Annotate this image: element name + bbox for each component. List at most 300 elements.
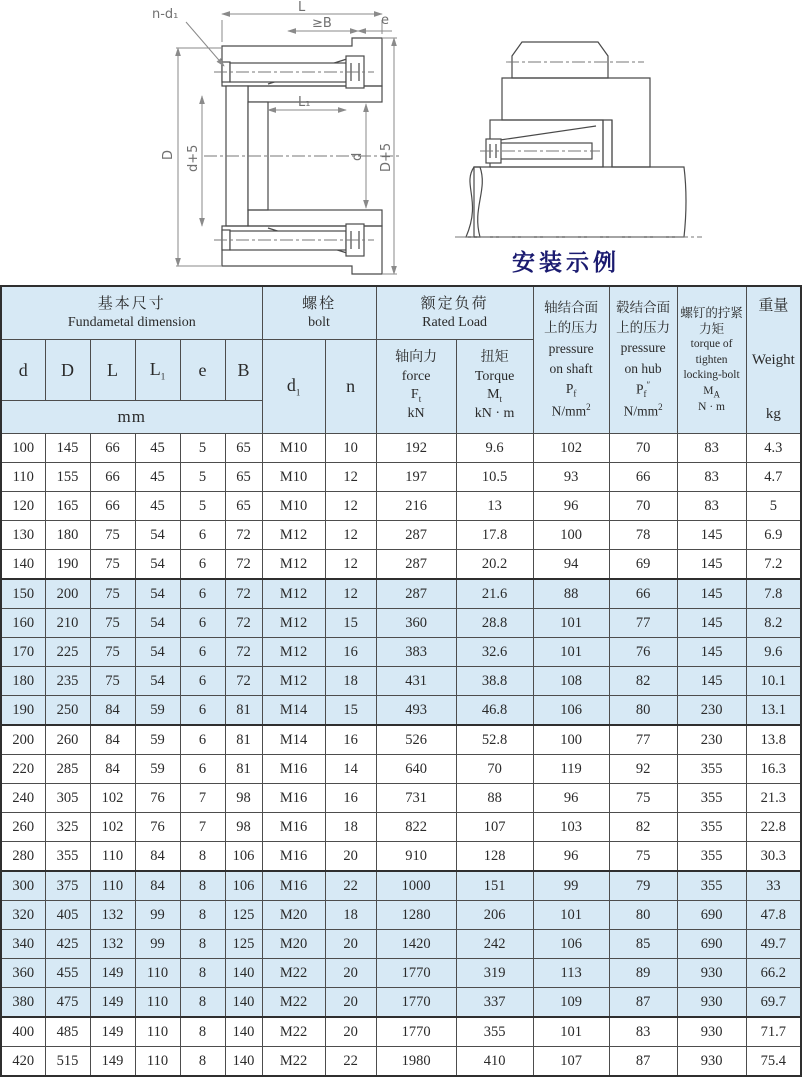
table-cell: 16 (325, 638, 376, 667)
table-cell: 80 (609, 901, 677, 930)
table-cell: 260 (45, 725, 90, 755)
header-d: d (1, 340, 45, 401)
table-cell: 100 (533, 521, 609, 550)
table-cell: 493 (376, 696, 456, 726)
table-cell: 103 (533, 813, 609, 842)
table-cell: 110 (1, 463, 45, 492)
table-cell: 75.4 (746, 1047, 801, 1077)
table-cell: 145 (677, 638, 746, 667)
table-cell: 38.8 (456, 667, 533, 696)
header-bolt: 螺栓 bolt (262, 286, 376, 340)
table-cell: 6 (180, 667, 225, 696)
table-cell: M16 (262, 871, 325, 901)
table-cell: 400 (1, 1017, 45, 1047)
table-cell: 240 (1, 784, 45, 813)
dim-label-d5: d+5 (186, 144, 201, 172)
table-cell: 340 (1, 930, 45, 959)
table-cell: 102 (533, 434, 609, 463)
table-cell: 99 (135, 930, 180, 959)
table-cell: 160 (1, 609, 45, 638)
table-cell: 930 (677, 1017, 746, 1047)
table-cell: 930 (677, 1047, 746, 1077)
table-row (1, 755, 801, 784)
table-cell: 7 (180, 784, 225, 813)
table-cell: 32.6 (456, 638, 533, 667)
table-cell: 70 (609, 434, 677, 463)
table-cell: 151 (456, 871, 533, 901)
header-D: D (45, 340, 90, 401)
table-cell: 125 (225, 930, 262, 959)
header-e: e (180, 340, 225, 401)
table-cell: 84 (135, 871, 180, 901)
table-cell: 12 (325, 492, 376, 521)
table-row (1, 784, 801, 813)
table-row (1, 550, 801, 580)
table-cell: 54 (135, 667, 180, 696)
table-cell: 1770 (376, 988, 456, 1018)
table-cell: 145 (677, 579, 746, 609)
table-cell: 72 (225, 579, 262, 609)
table-row (1, 813, 801, 842)
table-cell: 75 (609, 842, 677, 872)
table-cell: 75 (90, 579, 135, 609)
table-cell: M22 (262, 988, 325, 1018)
table-cell: 287 (376, 579, 456, 609)
table-cell: 18 (325, 667, 376, 696)
table-row (1, 638, 801, 667)
table-cell: 5 (746, 492, 801, 521)
table-cell: 76 (135, 813, 180, 842)
table-cell: 106 (225, 842, 262, 872)
table-cell: M16 (262, 842, 325, 872)
table-cell: 192 (376, 434, 456, 463)
header-L: L (90, 340, 135, 401)
table-cell: 822 (376, 813, 456, 842)
dim-label-d: d (350, 152, 365, 161)
table-cell: 96 (533, 784, 609, 813)
table-cell: 7.8 (746, 579, 801, 609)
table-row (1, 725, 801, 755)
table-cell: 149 (90, 1017, 135, 1047)
header-axial-force: 轴向力 force $F_t$ kN (376, 340, 456, 434)
dim-label-B: ≥B (312, 16, 332, 31)
table-cell: 225 (45, 638, 90, 667)
table-cell: M12 (262, 550, 325, 580)
header-B: B (225, 340, 262, 401)
table-cell: 210 (45, 609, 90, 638)
table-cell: 96 (533, 492, 609, 521)
table-cell: 132 (90, 930, 135, 959)
table-cell: 84 (135, 842, 180, 872)
table-cell: 13.1 (746, 696, 801, 726)
table-cell: 10.5 (456, 463, 533, 492)
table-cell: 75 (90, 521, 135, 550)
table-cell: 200 (1, 725, 45, 755)
table-cell: 20 (325, 959, 376, 988)
table-cell: 305 (45, 784, 90, 813)
table-cell: 49.7 (746, 930, 801, 959)
table-cell: M20 (262, 930, 325, 959)
header-locking-bolt-torque: 螺钉的拧紧 力矩 torque of tighten locking-bolt $M_A$ N · m (677, 286, 746, 434)
table-cell: 12 (325, 579, 376, 609)
table-cell: 6 (180, 521, 225, 550)
table-cell: 690 (677, 930, 746, 959)
table-cell: 83 (677, 434, 746, 463)
table-cell: 140 (1, 550, 45, 580)
table-cell: 355 (45, 842, 90, 872)
table-cell: 20 (325, 1017, 376, 1047)
table-cell: 59 (135, 696, 180, 726)
table-cell: 84 (90, 725, 135, 755)
table-cell: M22 (262, 1017, 325, 1047)
table-cell: 149 (90, 1047, 135, 1077)
table-cell: 7.2 (746, 550, 801, 580)
table-cell: 930 (677, 988, 746, 1018)
table-cell: 8 (180, 871, 225, 901)
table-cell: 515 (45, 1047, 90, 1077)
table-row (1, 434, 801, 463)
dim-label-L1: L₁ (298, 95, 311, 110)
table-row (1, 930, 801, 959)
table-cell: 190 (1, 696, 45, 726)
table-cell: 410 (456, 1047, 533, 1077)
table-cell: 731 (376, 784, 456, 813)
table-cell: 300 (1, 871, 45, 901)
table-cell: 15 (325, 696, 376, 726)
table-cell: 12 (325, 521, 376, 550)
dim-label-D5: D+5 (379, 142, 394, 172)
table-cell: 145 (677, 609, 746, 638)
table-cell: 6 (180, 725, 225, 755)
table-cell: 130 (1, 521, 45, 550)
table-cell: 66 (609, 579, 677, 609)
table-cell: 72 (225, 667, 262, 696)
table-cell: 120 (1, 492, 45, 521)
table-cell: 360 (376, 609, 456, 638)
table-cell: 71.7 (746, 1017, 801, 1047)
table-cell: 242 (456, 930, 533, 959)
table-cell: 83 (609, 1017, 677, 1047)
table-cell: 54 (135, 638, 180, 667)
header-d1: $d_1$ (262, 340, 325, 434)
table-cell: 69.7 (746, 988, 801, 1018)
table-cell: 145 (677, 521, 746, 550)
table-cell: M14 (262, 725, 325, 755)
table-cell: 52.8 (456, 725, 533, 755)
table-cell: 101 (533, 638, 609, 667)
table-cell: 8 (180, 842, 225, 872)
table-cell: 5 (180, 434, 225, 463)
header-pressure-on-hub: 毂结合面 上的压力 pressure on hub $P_f''$ $N/mm^2$ (609, 286, 677, 434)
table-cell: M12 (262, 521, 325, 550)
table-cell: 230 (677, 725, 746, 755)
table-cell: 230 (677, 696, 746, 726)
table-cell: 110 (90, 871, 135, 901)
table-cell: 128 (456, 842, 533, 872)
table-cell: 355 (677, 842, 746, 872)
table-cell: 8.2 (746, 609, 801, 638)
table-cell: 420 (1, 1047, 45, 1077)
table-cell: 54 (135, 550, 180, 580)
table-cell: 76 (609, 638, 677, 667)
header-rated-load: 额定负荷 Rated Load (376, 286, 533, 340)
table-row (1, 871, 801, 901)
table-cell: 526 (376, 725, 456, 755)
table-cell: 108 (533, 667, 609, 696)
table-cell: 20 (325, 988, 376, 1018)
table-cell: 76 (135, 784, 180, 813)
table-cell: 216 (376, 492, 456, 521)
table-cell: M12 (262, 579, 325, 609)
dim-label-L: L (298, 0, 306, 15)
table-cell: 375 (45, 871, 90, 901)
installation-example-caption: 安装示例 (512, 250, 620, 275)
specification-table (0, 285, 802, 1077)
dim-label-n-d1: n-d₁ (152, 7, 179, 22)
table-cell: 8 (180, 1047, 225, 1077)
table-cell: 113 (533, 959, 609, 988)
table-cell: 65 (225, 463, 262, 492)
table-cell: 89 (609, 959, 677, 988)
table-cell: 70 (609, 492, 677, 521)
table-cell: 140 (225, 988, 262, 1018)
table-cell: 92 (609, 755, 677, 784)
table-cell: 47.8 (746, 901, 801, 930)
table-cell: 78 (609, 521, 677, 550)
table-cell: 45 (135, 463, 180, 492)
table-row (1, 842, 801, 872)
table-row (1, 521, 801, 550)
table-cell: 13 (456, 492, 533, 521)
table-cell: 106 (533, 930, 609, 959)
table-row (1, 463, 801, 492)
table-row (1, 609, 801, 638)
table-cell: 72 (225, 609, 262, 638)
installation-drawing (455, 42, 702, 237)
table-cell: 21.3 (746, 784, 801, 813)
table-cell: 98 (225, 813, 262, 842)
table-cell: 110 (135, 1017, 180, 1047)
table-cell: 66 (90, 492, 135, 521)
section-drawing (152, 0, 400, 274)
table-cell: 165 (45, 492, 90, 521)
table-cell: 83 (677, 463, 746, 492)
table-row (1, 901, 801, 930)
table-row (1, 579, 801, 609)
table-cell: 197 (376, 463, 456, 492)
table-cell: 110 (90, 842, 135, 872)
table-cell: M14 (262, 696, 325, 726)
table-cell: 1980 (376, 1047, 456, 1077)
table-cell: 17.8 (456, 521, 533, 550)
table-cell: 280 (1, 842, 45, 872)
table-row (1, 988, 801, 1018)
header-pressure-on-shaft: 轴结合面 上的压力 pressure on shaft $P_f$ $N/mm^2$ (533, 286, 609, 434)
table-cell: 485 (45, 1017, 90, 1047)
table-cell: 16 (325, 725, 376, 755)
table-cell: 18 (325, 901, 376, 930)
table-cell: 319 (456, 959, 533, 988)
header-weight: 重量 Weight kg (746, 286, 801, 434)
table-cell: M10 (262, 434, 325, 463)
table-cell: 287 (376, 550, 456, 580)
table-cell: 1770 (376, 1017, 456, 1047)
table-cell: 93 (533, 463, 609, 492)
table-cell: 106 (533, 696, 609, 726)
table-row (1, 959, 801, 988)
table-cell: 355 (677, 871, 746, 901)
table-cell: 106 (225, 871, 262, 901)
table-row (1, 667, 801, 696)
table-cell: 102 (90, 784, 135, 813)
table-cell: M22 (262, 959, 325, 988)
table-cell: M22 (262, 1047, 325, 1077)
table-cell: 640 (376, 755, 456, 784)
table-cell: 110 (135, 959, 180, 988)
table-cell: 6.9 (746, 521, 801, 550)
table-cell: 85 (609, 930, 677, 959)
table-cell: 110 (135, 1047, 180, 1077)
table-cell: M12 (262, 609, 325, 638)
table-row (1, 1017, 801, 1047)
table-cell: 102 (90, 813, 135, 842)
table-row (1, 492, 801, 521)
table-cell: 287 (376, 521, 456, 550)
table-cell: 20 (325, 842, 376, 872)
table-cell: 84 (90, 755, 135, 784)
table-cell: 4.7 (746, 463, 801, 492)
table-cell: 8 (180, 988, 225, 1018)
header-mm-unit: mm (1, 401, 262, 434)
table-cell: 80 (609, 696, 677, 726)
table-cell: 59 (135, 725, 180, 755)
table-cell: M20 (262, 901, 325, 930)
table-cell: M12 (262, 638, 325, 667)
table-cell: M10 (262, 492, 325, 521)
table-row (1, 696, 801, 726)
table-cell: 170 (1, 638, 45, 667)
table-cell: 320 (1, 901, 45, 930)
table-cell: 107 (456, 813, 533, 842)
table-cell: 28.8 (456, 609, 533, 638)
header-n: n (325, 340, 376, 434)
table-cell: 77 (609, 609, 677, 638)
table-cell: 150 (1, 579, 45, 609)
table-cell: 16 (325, 784, 376, 813)
table-cell: 101 (533, 609, 609, 638)
table-cell: 1770 (376, 959, 456, 988)
table-cell: 12 (325, 550, 376, 580)
table-cell: 70 (456, 755, 533, 784)
table-cell: 45 (135, 434, 180, 463)
table-cell: 87 (609, 1047, 677, 1077)
table-cell: 8 (180, 930, 225, 959)
table-cell: M16 (262, 755, 325, 784)
table-cell: 15 (325, 609, 376, 638)
table-cell: 94 (533, 550, 609, 580)
table-cell: 66.2 (746, 959, 801, 988)
table-cell: 100 (1, 434, 45, 463)
table-cell: 72 (225, 521, 262, 550)
table-cell: 337 (456, 988, 533, 1018)
table-cell: 82 (609, 813, 677, 842)
table-cell: 101 (533, 1017, 609, 1047)
table-cell: 1000 (376, 871, 456, 901)
drawings-svg (0, 0, 800, 285)
header-L1: $L_1$ (135, 340, 180, 401)
table-cell: 69 (609, 550, 677, 580)
table-cell: M16 (262, 784, 325, 813)
table-cell: 98 (225, 784, 262, 813)
table-cell: M10 (262, 463, 325, 492)
table-cell: 7 (180, 813, 225, 842)
table-cell: 206 (456, 901, 533, 930)
table-cell: 81 (225, 755, 262, 784)
table-cell: 145 (45, 434, 90, 463)
table-cell: 149 (90, 959, 135, 988)
table-cell: 8 (180, 959, 225, 988)
table-cell: 355 (677, 755, 746, 784)
table-cell: 380 (1, 988, 45, 1018)
table-cell: 125 (225, 901, 262, 930)
table-cell: 690 (677, 901, 746, 930)
table-cell: 20 (325, 930, 376, 959)
table-cell: 75 (90, 638, 135, 667)
table-cell: 6 (180, 638, 225, 667)
table-cell: 21.6 (456, 579, 533, 609)
table-cell: 355 (456, 1017, 533, 1047)
table-cell: 54 (135, 609, 180, 638)
table-cell: 12 (325, 463, 376, 492)
table-cell: 235 (45, 667, 90, 696)
table-cell: 910 (376, 842, 456, 872)
table-cell: 190 (45, 550, 90, 580)
table-cell: 75 (609, 784, 677, 813)
table-cell: 431 (376, 667, 456, 696)
table-cell: 132 (90, 901, 135, 930)
table-cell: 22 (325, 1047, 376, 1077)
table-cell: 10.1 (746, 667, 801, 696)
table-cell: 325 (45, 813, 90, 842)
table-cell: 100 (533, 725, 609, 755)
header-basic-dimension: 基本尺寸 Fundametal dimension (1, 286, 262, 340)
table-cell: 360 (1, 959, 45, 988)
table-cell: 101 (533, 901, 609, 930)
table-cell: 200 (45, 579, 90, 609)
table-cell: 220 (1, 755, 45, 784)
table-cell: 82 (609, 667, 677, 696)
table-cell: 180 (45, 521, 90, 550)
table-cell: 145 (677, 667, 746, 696)
table-cell: 107 (533, 1047, 609, 1077)
table-cell: 455 (45, 959, 90, 988)
dim-label-D: D (161, 149, 176, 160)
table-cell: 30.3 (746, 842, 801, 872)
dim-label-e: e (381, 13, 389, 28)
table-row (1, 1047, 801, 1077)
table-cell: 14 (325, 755, 376, 784)
table-cell: 383 (376, 638, 456, 667)
table-cell: 72 (225, 550, 262, 580)
table-cell: 84 (90, 696, 135, 726)
table-cell: 355 (677, 784, 746, 813)
table-cell: 54 (135, 579, 180, 609)
table-cell: M16 (262, 813, 325, 842)
table-cell: 79 (609, 871, 677, 901)
table-cell: 475 (45, 988, 90, 1018)
table-cell: 149 (90, 988, 135, 1018)
table-cell: 16.3 (746, 755, 801, 784)
